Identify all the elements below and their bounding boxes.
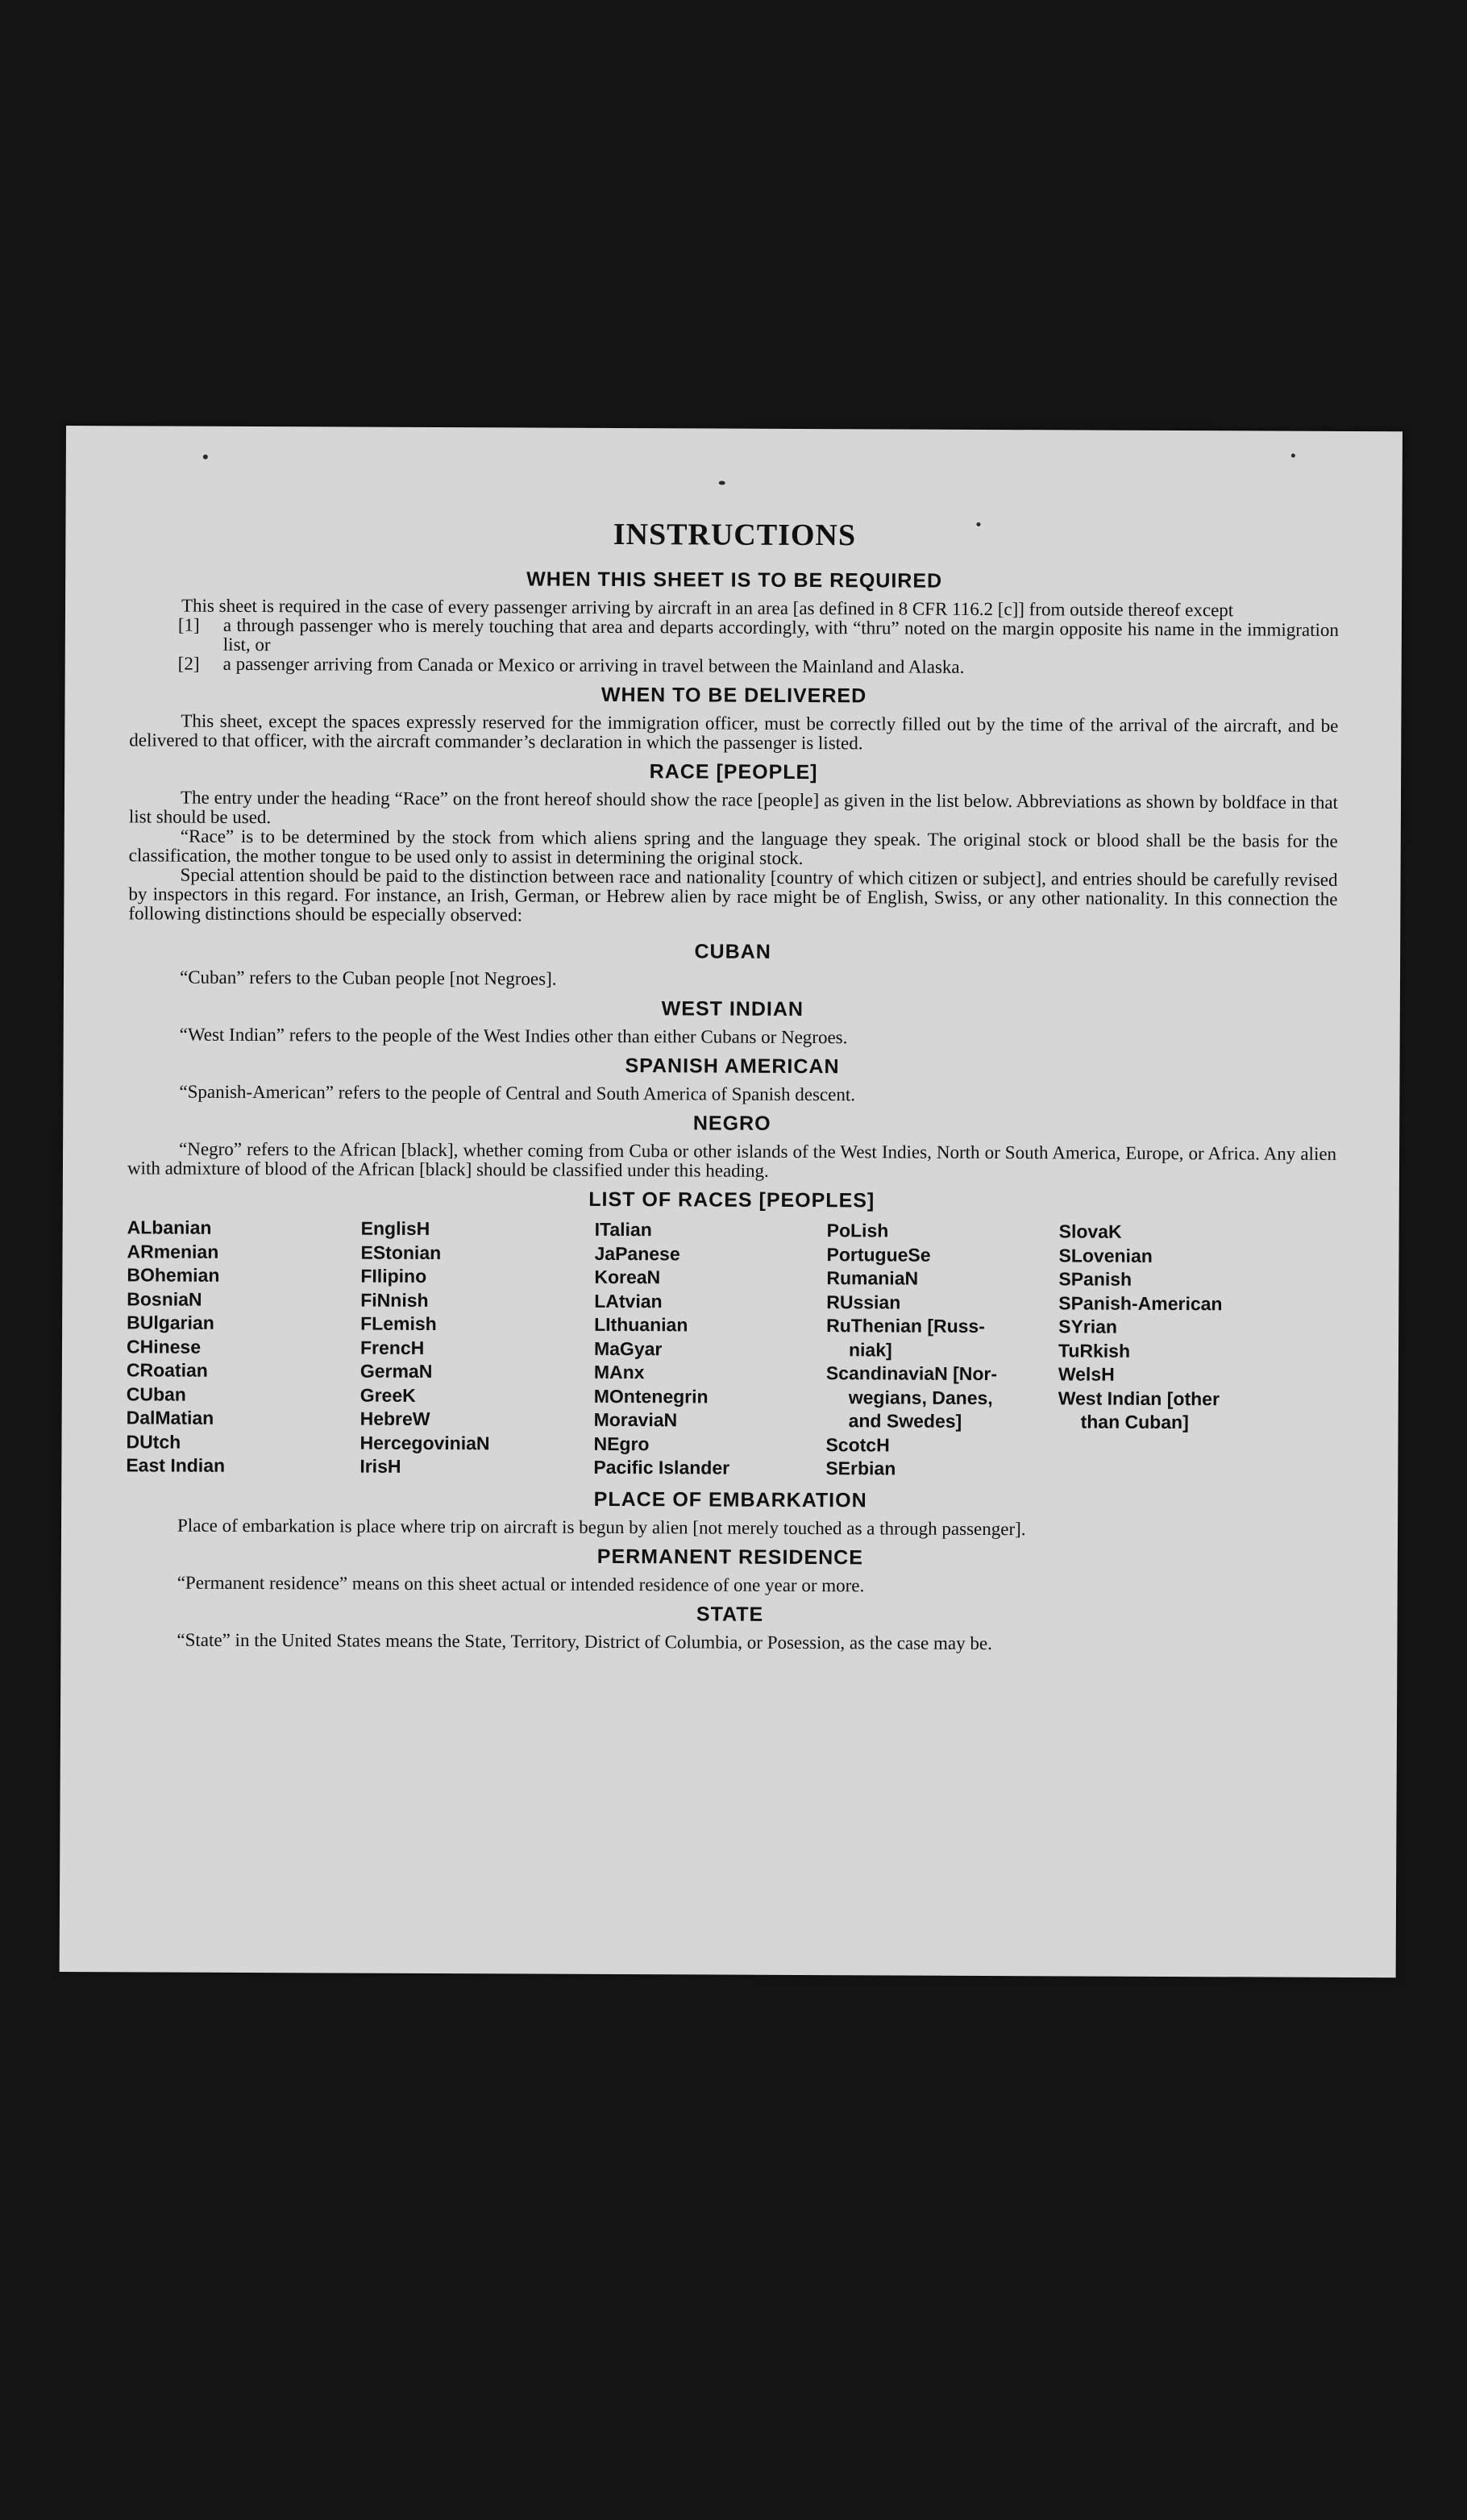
race-entry: MOntenegrin — [593, 1385, 709, 1407]
race-entry: EnglisH — [360, 1217, 430, 1239]
embarkation-text: Place of embarkation is place where trip on aircraft is begun by alien [not merely touched as a through passenger]. — [177, 1515, 1026, 1539]
heading-spanish-american: SPANISH AMERICAN — [625, 1054, 840, 1079]
race-paragraph-3: Special attention should be paid to the distinction between race and nationality [country of which citizen or subject], and entries should be carefully revised by inspectors in this regard. For instance, an Irish, German, or Hebrew alien by race might be of English, Swiss, or any other nationality. In this connection the following distinctions should be especially observed: — [128, 864, 1338, 925]
heading-when-delivered: WHEN TO BE DELIVERED — [601, 683, 867, 708]
races-column-2 — [359, 1217, 594, 1480]
race-entry-continued: and Swedes] — [848, 1410, 962, 1432]
race-entry: IrisH — [359, 1455, 401, 1477]
race-entry: GermaN — [359, 1360, 433, 1382]
race-entry: ARmenian — [127, 1240, 219, 1262]
exception-item-1-text: a through passenger who is merely touching that area and departs accordingly, with “thru” noted on the margin opposite his name in the immigration list, or — [222, 614, 1339, 655]
race-entry: Pacific Islander — [593, 1456, 730, 1478]
race-entry: LAtvian — [594, 1290, 663, 1312]
races-column-4 — [825, 1219, 1058, 1482]
exception-item-2 — [178, 655, 1339, 679]
race-entry: WelsH — [1058, 1363, 1115, 1385]
heading-west-indian: WEST INDIAN — [661, 997, 804, 1021]
race-entry: BosniaN — [127, 1287, 202, 1310]
race-entry: HercegoviniaN — [359, 1432, 490, 1453]
race-entry: FIlipino — [360, 1265, 427, 1287]
race-entry: SYrian — [1058, 1316, 1118, 1337]
document-sheet — [60, 426, 1403, 1977]
race-entry: TuRkish — [1058, 1339, 1131, 1362]
race-entry: PortugueSe — [826, 1243, 931, 1266]
race-entry: West Indian [other — [1058, 1387, 1220, 1409]
race-entry: RumaniaN — [826, 1267, 919, 1289]
race-entry: SPanish — [1058, 1268, 1132, 1290]
race-entry: FrencH — [359, 1337, 425, 1358]
race-entry: HebreW — [359, 1408, 430, 1429]
state-text: “State” in the United States means the State, Territory, District of Columbia, or Posession, as the case may be. — [177, 1629, 992, 1653]
exception-item-1 — [178, 616, 1339, 659]
speck — [719, 481, 725, 485]
race-entry: PoLish — [826, 1220, 889, 1241]
race-entry: NEgro — [593, 1433, 650, 1454]
race-entry: GreeK — [359, 1384, 416, 1406]
heading-negro: NEGRO — [692, 1112, 771, 1135]
races-column-3 — [593, 1218, 826, 1481]
heading-permanent-residence: PERMANENT RESIDENCE — [596, 1545, 864, 1569]
race-entry: SErbian — [825, 1458, 896, 1479]
race-entry: FiNnish — [360, 1289, 429, 1311]
race-entry: SLovenian — [1058, 1244, 1153, 1266]
race-entry-continued: wegians, Danes, — [848, 1386, 993, 1408]
heading-list-of-races: LIST OF RACES [PEOPLES] — [588, 1187, 875, 1212]
permanent-residence-text: “Permanent residence” means on this sheet actual or intended residence of one year or more. — [177, 1572, 865, 1595]
heading-state: STATE — [696, 1602, 764, 1626]
cuban-text: “Cuban” refers to the Cuban people [not Negroes]. — [179, 967, 557, 989]
race-entry: CRoatian — [126, 1359, 208, 1381]
exception-item-2-text: a passenger arriving from Canada or Mexico or arriving in travel between the Mainland and Alaska. — [222, 653, 965, 677]
race-entry: ITalian — [594, 1218, 652, 1241]
race-entry: BUlgarian — [127, 1312, 214, 1333]
race-paragraph-2: “Race” is to be determined by the stock from which aliens spring and the language they speak. The original stock or blood shall be the basis for the classification, the mother tongue to be used only to assist in determining the original stock. — [128, 825, 1338, 868]
heading-embarkation: PLACE OF EMBARKATION — [593, 1487, 867, 1512]
race-entry: RUssian — [826, 1291, 901, 1313]
race-entry: CHinese — [126, 1335, 202, 1358]
race-entry: DalMatian — [126, 1407, 214, 1428]
race-entry-continued: than Cuban] — [1080, 1411, 1189, 1433]
race-entry: JaPanese — [594, 1242, 680, 1264]
race-paragraph-1: The entry under the heading “Race” on the front hereof should show the race [people] as given in the list below. Abbreviations as shown by boldface in that list should be used. — [128, 787, 1339, 828]
speck — [203, 455, 208, 460]
race-entry: MoraviaN — [593, 1408, 678, 1431]
race-entry: MAnx — [593, 1361, 645, 1383]
race-entry: LIthuanian — [594, 1313, 688, 1336]
race-entry: SPanish-American — [1058, 1291, 1223, 1314]
race-entry: FLemish — [360, 1312, 437, 1335]
heading-when-required: WHEN THIS SHEET IS TO BE REQUIRED — [526, 568, 943, 593]
race-entry: EStonian — [360, 1241, 442, 1263]
race-entry: KoreaN — [594, 1266, 661, 1288]
race-entry: CUban — [126, 1383, 186, 1405]
races-column-5 — [1058, 1220, 1268, 1482]
race-entry: ALbanian — [127, 1216, 212, 1238]
race-entry: DUtch — [126, 1430, 181, 1453]
race-entry: BOhemian — [127, 1264, 220, 1286]
exception-item-2-number: [2] — [177, 653, 200, 674]
exception-item-1-number: [1] — [177, 614, 200, 635]
spanish-american-text: “Spanish-American” refers to the people of Central and South America of Spanish descent. — [179, 1081, 856, 1105]
races-column-1 — [126, 1216, 360, 1478]
west-indian-text: “West Indian” refers to the people of the West Indies other than either Cubans or Negroes. — [179, 1024, 848, 1048]
page-title: INSTRUCTIONS — [613, 517, 857, 553]
race-entry: ScotcH — [825, 1433, 890, 1455]
speck — [1291, 454, 1295, 458]
when-required-intro: This sheet is required in the case of every passenger arriving by aircraft in an area [as defined in 8 CFR 116.2 [c]] from outside thereof except — [181, 595, 1234, 621]
race-entry: MaGyar — [593, 1337, 663, 1359]
race-entry: SlovaK — [1058, 1220, 1122, 1242]
document-body — [125, 514, 1339, 1654]
when-delivered-text: This sheet, except the spaces expressly reserved for the immigration officer, must be correctly filled out by the time of the arrival of the aircraft, and be delivered to that officer, with the aircraft commander’s declaration in which the passenger is listed. — [129, 710, 1339, 754]
race-entry: ScandinaviaN [Nor- — [825, 1362, 998, 1385]
race-entry: East Indian — [126, 1454, 226, 1476]
race-entry-continued: niak] — [848, 1338, 892, 1360]
heading-cuban: CUBAN — [694, 940, 771, 963]
heading-race: RACE [PEOPLE] — [649, 760, 818, 784]
races-list — [126, 1216, 1336, 1482]
negro-text: “Negro” refers to the African [black], whether coming from Cuba or other islands of the West Indies, North or South America, Europe, or Africa. Any alien with admixture of blood of the African [black] should be classified under this heading. — [127, 1138, 1337, 1181]
race-entry: RuThenian [Russ- — [826, 1315, 985, 1337]
